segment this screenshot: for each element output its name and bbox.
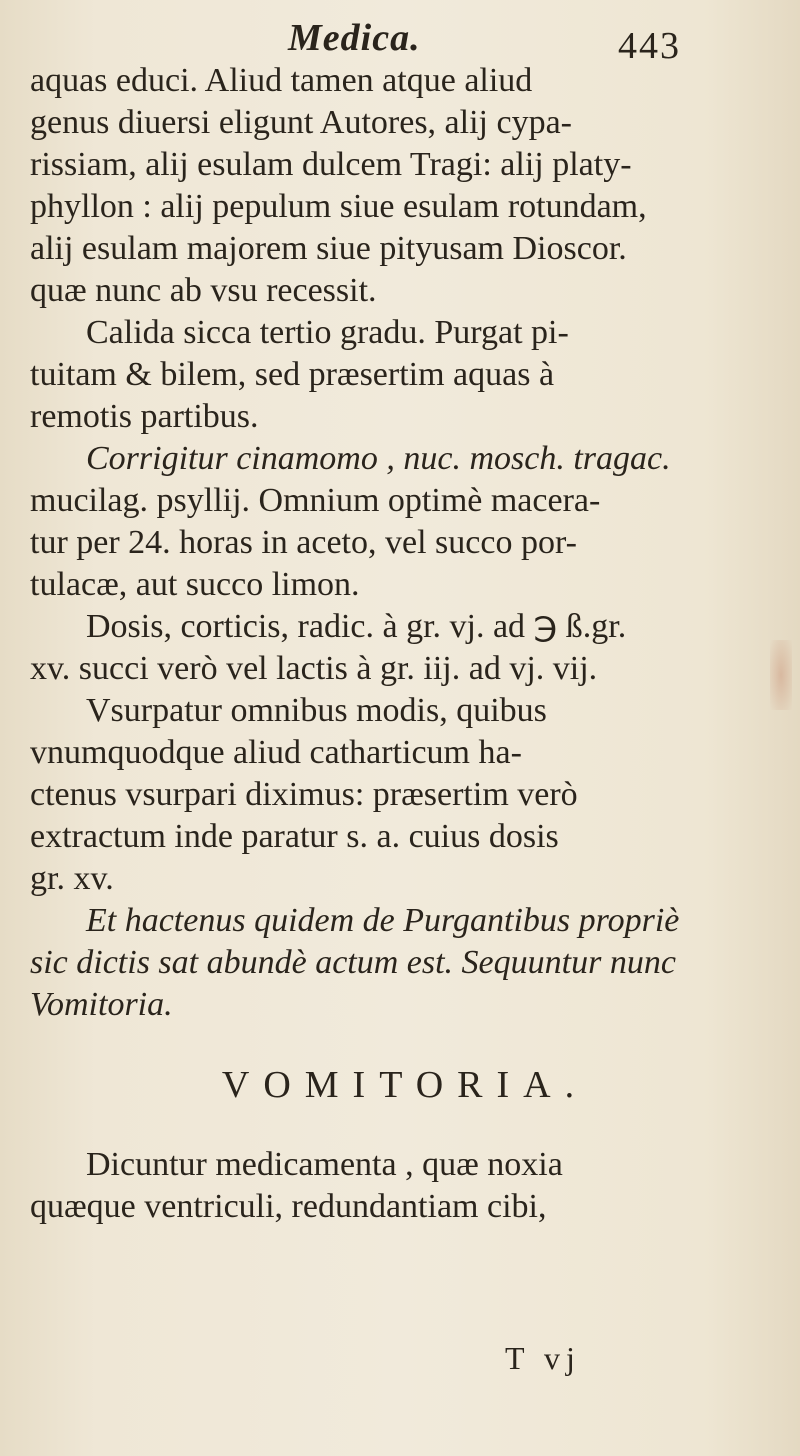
text-line: alij esulam majorem siue pityusam Dioscor. xyxy=(30,230,627,267)
text-line: xv. succi verò vel lactis à gr. iij. ad vj. vij. xyxy=(30,650,598,687)
paragraph-5 xyxy=(30,690,740,900)
text-line: Corrigitur cinamomo , nuc. mosch. tragac. xyxy=(86,440,671,477)
text-line: quæ nunc ab vsu recessit. xyxy=(30,272,377,309)
text-line: vnumquodque aliud catharticum ha- xyxy=(30,734,522,771)
signature-mark: T vj xyxy=(505,1340,581,1376)
paragraph-4 xyxy=(30,606,740,690)
paragraph-3 xyxy=(30,438,740,606)
text-line: tulacæ, aut succo limon. xyxy=(30,566,360,603)
text-line: Dosis, corticis, radic. à gr. vj. ad ℈ ß.gr. xyxy=(86,608,627,645)
text-line: Vsurpatur omnibus modis, quibus xyxy=(86,692,547,729)
page-number: 443 xyxy=(618,25,681,67)
text-line: tuitam & bilem, sed præsertim aquas à xyxy=(30,356,555,393)
body-text xyxy=(30,60,740,1228)
spacer xyxy=(30,1026,740,1060)
text-line: Dicuntur medicamenta , quæ noxia xyxy=(86,1146,563,1183)
text-line: mucilag. psyllij. Omnium optimè macera- xyxy=(30,482,601,519)
page-header xyxy=(0,8,800,68)
text-line: Calida sicca tertio gradu. Purgat pi- xyxy=(86,314,569,351)
text-line: phyllon : alij pepulum siue esulam rotundam, xyxy=(30,188,647,225)
section-heading: VOMITORIA. xyxy=(221,1064,589,1106)
text-line: tur per 24. horas in aceto, vel succo por- xyxy=(30,524,577,561)
text-line: quæque ventriculi, redundantiam cibi, xyxy=(30,1188,547,1225)
text-line: Et hactenus quidem de Purgantibus propriè xyxy=(86,902,680,939)
text-line: rissiam, alij esulam dulcem Tragi: alij platy- xyxy=(30,146,632,183)
text-line: ctenus vsurpari diximus: præsertim verò xyxy=(30,776,578,813)
paragraph-1 xyxy=(30,60,740,312)
paragraph-2 xyxy=(30,312,740,438)
text-line: Vomitoria. xyxy=(30,986,173,1023)
running-head: Medica. xyxy=(288,17,421,59)
text-line: sic dictis sat abundè actum est. Sequuntur nunc xyxy=(30,944,676,981)
text-line: aquas educi. Aliud tamen atque aliud xyxy=(30,62,533,99)
text-line: remotis partibus. xyxy=(30,398,259,435)
paragraph-6 xyxy=(30,900,740,1026)
paper-stain xyxy=(770,640,792,710)
text-line: extractum inde paratur s. a. cuius dosis xyxy=(30,818,559,855)
text-line: gr. xv. xyxy=(30,860,114,897)
text-line: genus diuersi eligunt Autores, alij cypa- xyxy=(30,104,572,141)
spacer xyxy=(30,1110,740,1144)
paragraph-7 xyxy=(30,1144,740,1228)
